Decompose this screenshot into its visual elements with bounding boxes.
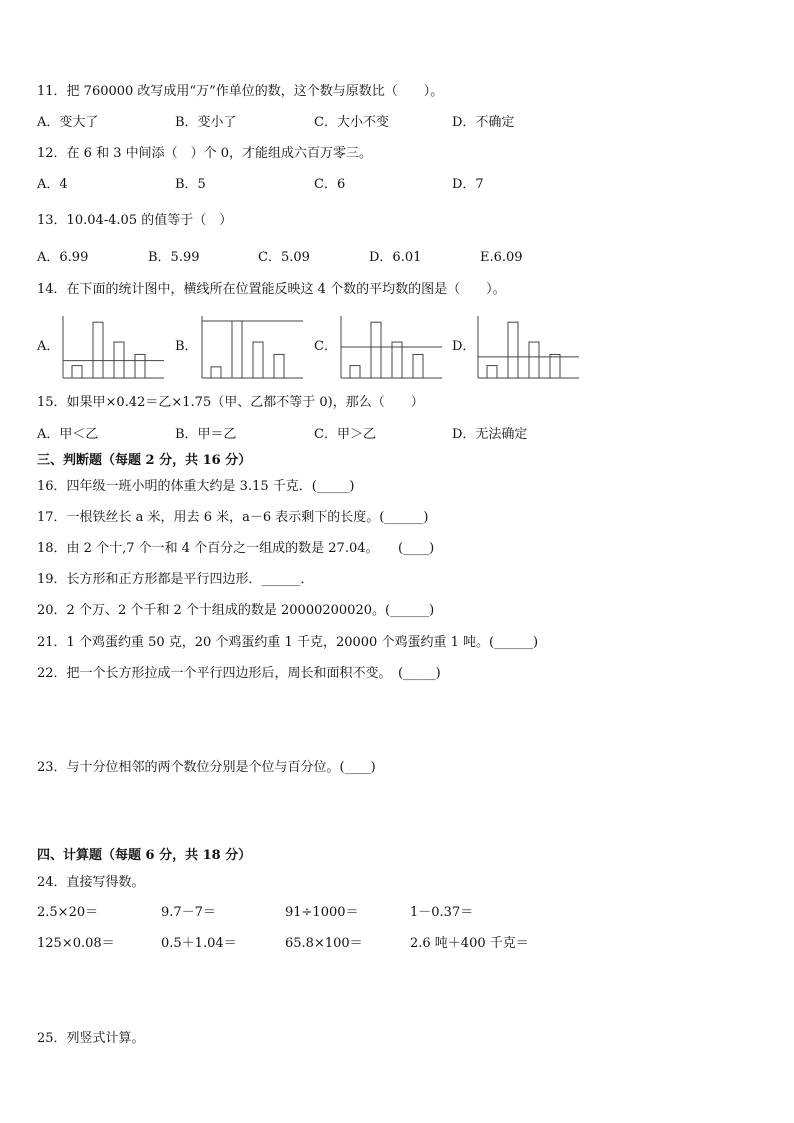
q12-option-c: C．6 <box>314 177 346 192</box>
question-20: 20．2 个万、2 个千和 2 个十组成的数是 20000200020。(______) <box>37 603 435 618</box>
q24-calc-3: 91÷1000＝ <box>285 905 359 920</box>
q15-option-d: D．无法确定 <box>452 427 528 442</box>
q13-option-a: A．6.99 <box>37 250 89 265</box>
q24-calc-5: 125×0.08＝ <box>37 936 115 951</box>
q12-option-b: B．5 <box>175 177 206 192</box>
chart-bar <box>550 354 560 378</box>
q11-option-d: D．不确定 <box>452 115 515 130</box>
q15-option-b: B．甲＝乙 <box>175 427 237 442</box>
q12-option-d: D．7 <box>452 177 484 192</box>
chart-bar <box>93 322 103 378</box>
question-12-stem: 12．在 6 和 3 中间添（ ）个 0，才能组成六百万零三。 <box>37 146 373 161</box>
chart-bar <box>529 342 539 378</box>
q13-option-b: B．5.99 <box>148 250 200 265</box>
q15-option-c: C．甲＞乙 <box>314 427 376 442</box>
q14-label-c: C． <box>314 339 337 354</box>
question-14-stem: 14．在下面的统计图中，横线所在位置能反映这 4 个数的平均数的图是（ ）。 <box>37 282 506 297</box>
question-23: 23．与十分位相邻的两个数位分别是个位与百分位。(____) <box>37 760 376 775</box>
question-15-stem: 15．如果甲×0.42＝乙×1.75（甲、乙都不等于 0)，那么（ ） <box>37 395 424 410</box>
q14-label-b: B． <box>175 339 198 354</box>
q13-option-c: C．5.09 <box>258 250 310 265</box>
chart-bar <box>253 342 263 378</box>
chart-bar <box>135 354 145 378</box>
question-24-stem: 24．直接写得数。 <box>37 875 145 890</box>
q24-calc-7: 65.8×100＝ <box>285 936 363 951</box>
q15-option-a: A．甲＜乙 <box>37 427 99 442</box>
q14-label-d: D． <box>452 339 476 354</box>
q24-calc-1: 2.5×20＝ <box>37 905 99 920</box>
q24-calc-4: 1－0.37＝ <box>410 905 474 920</box>
chart-bar <box>72 366 82 378</box>
q24-calc-2: 9.7－7＝ <box>161 905 216 920</box>
question-22: 22．把一个长方形拉成一个平行四边形后，周长和面积不变。 (_____) <box>37 666 441 681</box>
q24-calc-8: 2.6 吨＋400 千克＝ <box>410 936 529 951</box>
question-19: 19．长方形和正方形都是平行四边形．______． <box>37 572 314 587</box>
q14-chart-b <box>201 314 303 380</box>
section-3-heading: 三、判断题（每题 2 分，共 16 分） <box>37 453 252 468</box>
chart-bar <box>114 342 124 378</box>
q14-chart-c <box>340 314 442 380</box>
question-17: 17．一根铁丝长 a 米，用去 6 米，a－6 表示剩下的长度。(______) <box>37 510 429 525</box>
question-16: 16．四年级一班小明的体重大约是 3.15 千克．(_____) <box>37 479 355 494</box>
q14-chart-a <box>62 314 164 380</box>
chart-bar <box>274 354 284 378</box>
question-13-stem: 13．10.04-4.05 的值等于（ ） <box>37 213 233 228</box>
q14-chart-d <box>477 314 579 380</box>
section-4-heading: 四、计算题（每题 6 分，共 18 分） <box>37 848 252 863</box>
question-11-stem: 11．把 760000 改写成用“万”作单位的数，这个数与原数比（ ）。 <box>37 84 444 99</box>
chart-bar <box>350 366 360 378</box>
chart-bar <box>487 366 497 378</box>
q11-option-b: B．变小了 <box>175 115 237 130</box>
question-18: 18．由 2 个十,7 个一和 4 个百分之一组成的数是 27.04。 (____) <box>37 541 435 556</box>
chart-bar <box>211 367 221 378</box>
question-25: 25．列竖式计算。 <box>37 1031 145 1046</box>
chart-bar <box>232 321 242 378</box>
chart-bar <box>508 322 518 378</box>
q24-calc-6: 0.5＋1.04＝ <box>161 936 237 951</box>
q13-option-d: D．6.01 <box>369 250 422 265</box>
chart-bar <box>413 354 423 378</box>
q11-option-a: A．变大了 <box>37 115 99 130</box>
q13-option-e: E.6.09 <box>480 250 523 265</box>
q11-option-c: C．大小不变 <box>314 115 389 130</box>
q12-option-a: A．4 <box>37 177 68 192</box>
q14-label-a: A． <box>37 339 60 354</box>
chart-bar <box>371 322 381 378</box>
question-21: 21．1 个鸡蛋约重 50 克，20 个鸡蛋约重 1 千克，20000 个鸡蛋约重 1 吨。(______) <box>37 635 539 650</box>
